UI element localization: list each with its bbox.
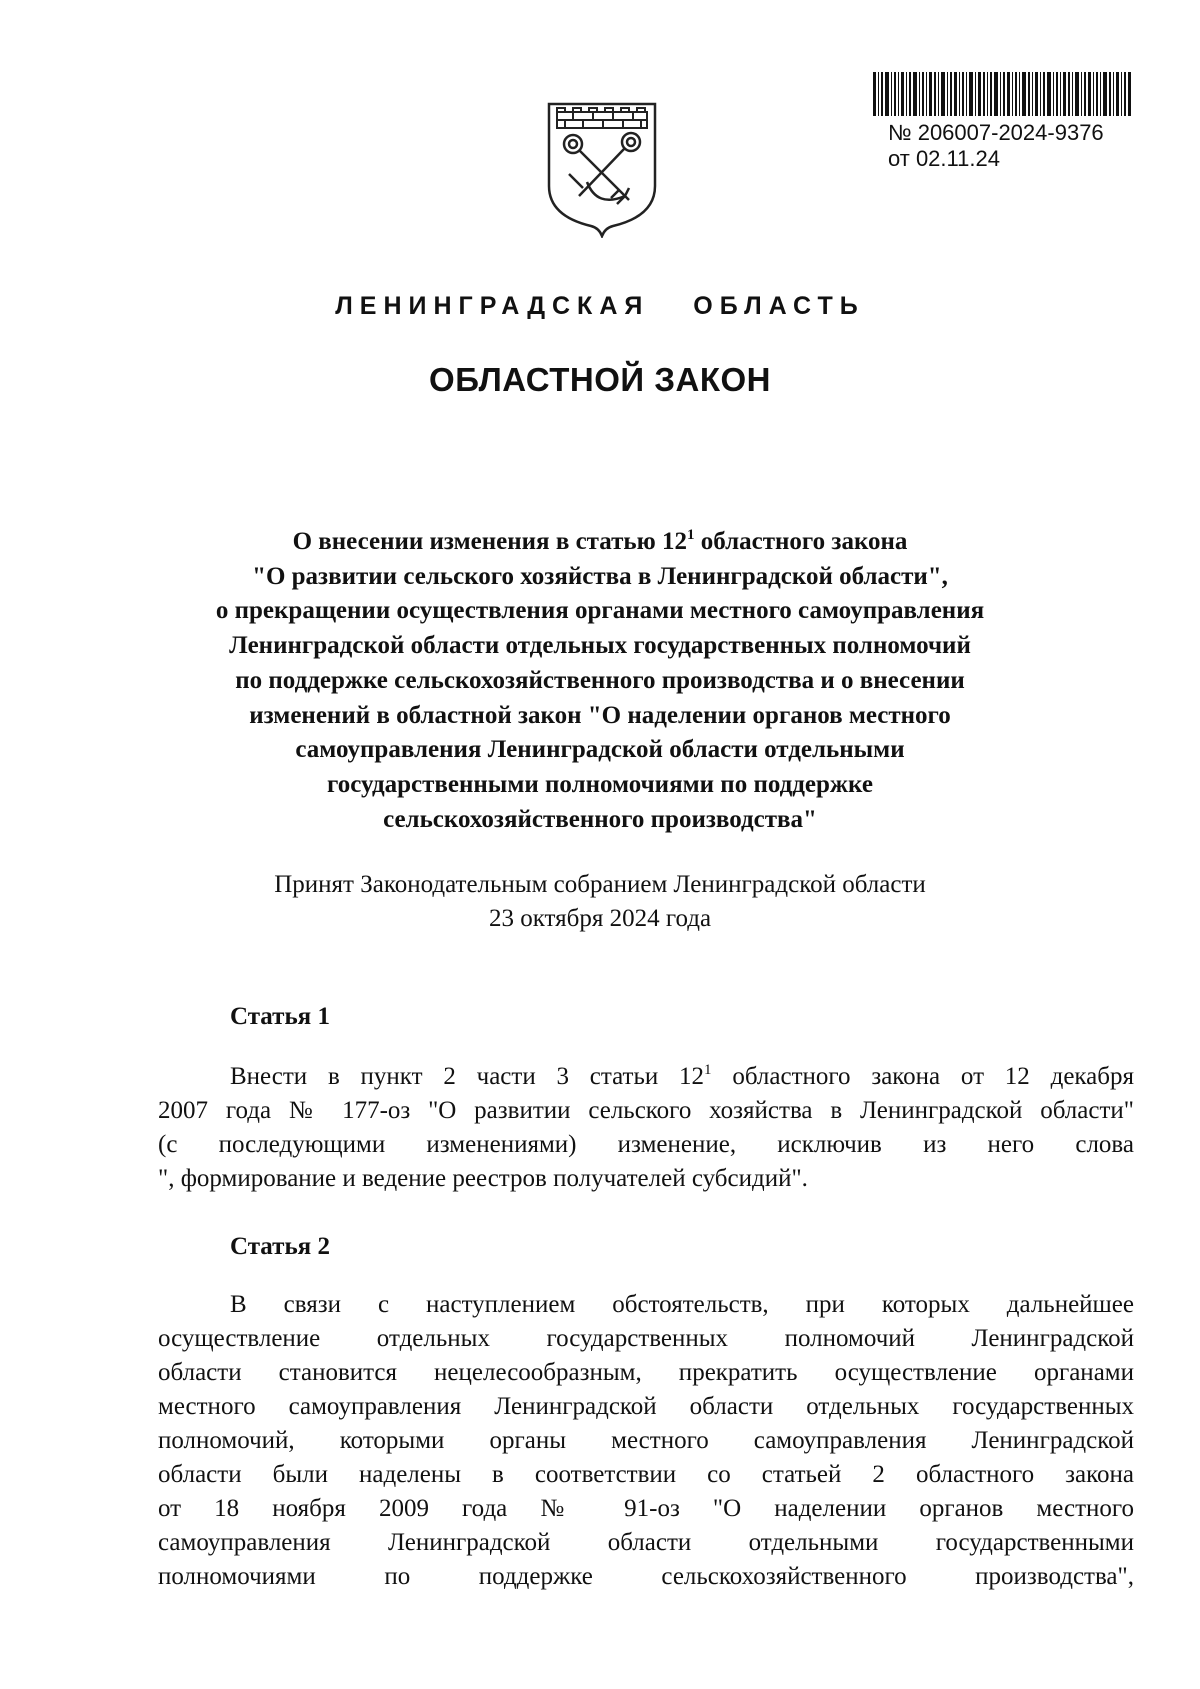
article-2-line: самоуправления Ленинградской области отдельными государственными (158, 1529, 1134, 1556)
article-1-line: (с последующими изменениями) изменение, исключив из него слова (158, 1131, 1134, 1158)
article-2-heading: Статья 2 (230, 1233, 330, 1260)
barcode-icon (873, 72, 1131, 116)
article-2-line: В связи с наступлением обстоятельств, при которых дальнейшее (230, 1291, 1134, 1318)
article-2-line: полномочиями по поддержке сельскохозяйственного производства", (158, 1563, 1134, 1590)
article-2-line: осуществление отдельных государственных полномочий Ленинградской (158, 1325, 1134, 1352)
law-title-line-1: О внесении изменения в статью $12^1$ областного закона (292, 527, 908, 555)
article-2-line: от 18 ноября 2009 года № 91-оз "О наделении органов местного (158, 1495, 1134, 1522)
article-1-line: Внести в пункт 2 части 3 статьи $12^1$ областного закона от 12 декабря (230, 1062, 1134, 1090)
law-title-line-6: изменений в областной закон "О наделении органов местного (249, 701, 951, 729)
article-2-line: полномочий, которыми органы местного самоуправления Ленинградской (158, 1427, 1134, 1454)
article-2-text (158, 1288, 1134, 1594)
law-title-line-5: по поддержке сельскохозяйственного производства и о внесении (235, 666, 965, 694)
adoption-note (0, 868, 1200, 936)
article-1-text (158, 1060, 1134, 1196)
registration-date: от 02.11.24 (888, 146, 1000, 171)
registration-number: № 206007-2024-9376 (888, 120, 1104, 145)
article-1-line: 2007 года № 177-оз "О развитии сельского хозяйства в Ленинградской области" (158, 1097, 1134, 1124)
adoption-body: Принят Законодательным собранием Ленинградской области (274, 871, 926, 898)
law-title (130, 525, 1070, 837)
article-1-line: ", формирование и ведение реестров получателей субсидий". (158, 1165, 808, 1192)
article-1-heading: Статья 1 (230, 1003, 330, 1030)
registration-block (888, 120, 1104, 172)
region-name: ЛЕНИНГРАДСКАЯ ОБЛАСТЬ (335, 292, 865, 320)
document-type: ОБЛАСТНОЙ ЗАКОН (429, 361, 771, 398)
law-title-line-7: самоуправления Ленинградской области отдельными (295, 736, 905, 764)
coat-of-arms-icon (543, 98, 661, 238)
law-title-line-8: государственными полномочиями по поддержке (327, 770, 873, 798)
law-title-line-9: сельскохозяйственного производства" (383, 805, 817, 833)
article-2-line: области были наделены в соответствии со статьей 2 областного закона (158, 1461, 1134, 1488)
law-title-line-4: Ленинградской области отдельных государственных полномочий (229, 632, 971, 660)
adoption-date: 23 октября 2024 года (488, 905, 712, 932)
law-title-line-2: "О развитии сельского хозяйства в Ленинградской области", (252, 562, 948, 590)
article-2-line: области становится нецелесообразным, прекратить осуществление органами (158, 1359, 1134, 1386)
article-2-line: местного самоуправления Ленинградской области отдельных государственных (158, 1393, 1134, 1420)
law-title-line-3: о прекращении осуществления органами местного самоуправления (215, 597, 985, 625)
